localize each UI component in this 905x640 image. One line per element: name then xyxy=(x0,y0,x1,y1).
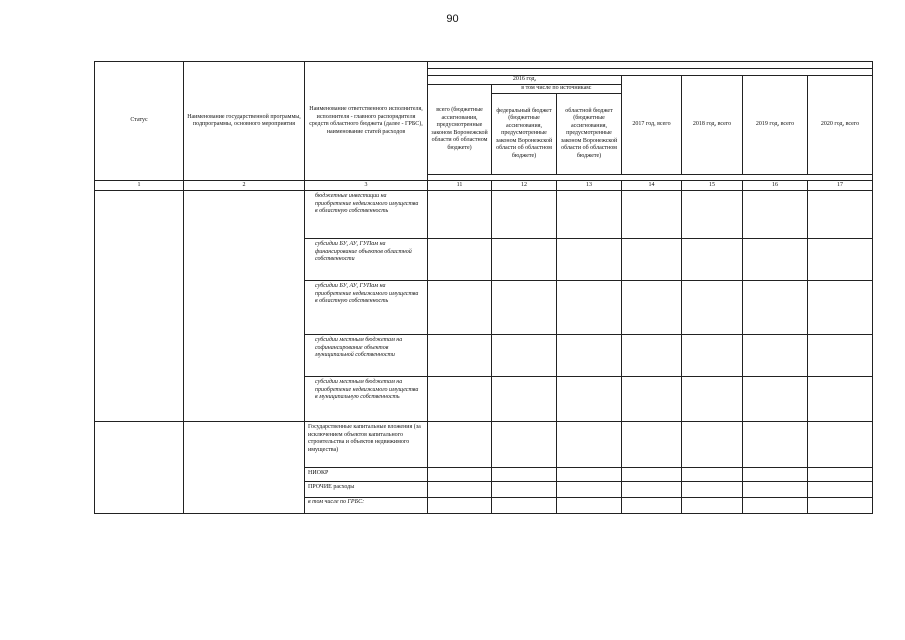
value-cell xyxy=(622,377,682,422)
header-strip-cell xyxy=(428,62,873,69)
value-cell xyxy=(808,422,873,468)
value-cell xyxy=(428,239,492,281)
value-cell xyxy=(492,468,557,482)
header-status: Статус xyxy=(95,62,184,181)
column-numbers-row xyxy=(95,181,873,191)
status-cell xyxy=(95,422,184,514)
header-2017: 2017 год, всего xyxy=(622,76,682,175)
status-cell xyxy=(95,191,184,422)
value-cell xyxy=(622,422,682,468)
row-label: субсидии БУ, АУ, ГУПам на финансирование объектов областной собственности xyxy=(305,239,428,281)
value-cell xyxy=(743,239,808,281)
value-cell xyxy=(557,191,622,239)
colnum-11: 11 xyxy=(428,181,492,191)
budget-table xyxy=(94,61,873,514)
value-cell xyxy=(682,191,743,239)
header-strip-cell-2 xyxy=(428,69,873,76)
colnum-13: 13 xyxy=(557,181,622,191)
value-cell xyxy=(808,239,873,281)
colnum-15: 15 xyxy=(682,181,743,191)
value-cell xyxy=(428,498,492,514)
value-cell xyxy=(492,191,557,239)
value-cell xyxy=(622,468,682,482)
value-cell xyxy=(743,422,808,468)
row-label: Государственные капитальные вложения (за исключением объектов капитального строительства и объектов недвижимого имущества) xyxy=(305,422,428,468)
table-row xyxy=(95,191,873,239)
program-cell xyxy=(184,191,305,422)
value-cell xyxy=(492,498,557,514)
value-cell xyxy=(622,498,682,514)
value-cell xyxy=(492,377,557,422)
value-cell xyxy=(428,281,492,335)
colnum-17: 17 xyxy=(808,181,873,191)
value-cell xyxy=(557,482,622,498)
header-federal-budget: федеральный бюджет (бюджетные ассигнования, предусмотренные законом Воронежской области об областном бюджете) xyxy=(492,94,557,175)
value-cell xyxy=(682,335,743,377)
value-cell xyxy=(492,335,557,377)
value-cell xyxy=(743,281,808,335)
table-row xyxy=(95,422,873,468)
value-cell xyxy=(428,335,492,377)
row-label: субсидии местным бюджетам на софинансирование объектов муниципальной собственности xyxy=(305,335,428,377)
value-cell xyxy=(808,377,873,422)
value-cell xyxy=(682,239,743,281)
header-2019: 2019 год, всего xyxy=(743,76,808,175)
header-2018: 2018 год, всего xyxy=(682,76,743,175)
row-label: субсидии БУ, АУ, ГУПам на приобретение недвижимого имущества в областную собственность xyxy=(305,281,428,335)
colnum-12: 12 xyxy=(492,181,557,191)
value-cell xyxy=(622,281,682,335)
header-2020: 2020 год, всего xyxy=(808,76,873,175)
value-cell xyxy=(682,281,743,335)
value-cell xyxy=(428,377,492,422)
value-cell xyxy=(808,498,873,514)
value-cell xyxy=(808,281,873,335)
value-cell xyxy=(682,468,743,482)
colnum-14: 14 xyxy=(622,181,682,191)
value-cell xyxy=(743,482,808,498)
header-executor: Наименование ответственного исполнителя, исполнителя - главного распорядителя средств областного бюджета (далее - ГРБС), наименование статей расходов xyxy=(305,62,428,181)
value-cell xyxy=(557,468,622,482)
value-cell xyxy=(743,191,808,239)
value-cell xyxy=(622,239,682,281)
header-total-budget: всего (бюджетные ассигнования, предусмотренные законом Воронежской области об областном бюджете) xyxy=(428,85,492,175)
value-cell xyxy=(808,335,873,377)
colnum-16: 16 xyxy=(743,181,808,191)
header-year-2016: 2016 год, xyxy=(428,76,622,85)
value-cell xyxy=(492,281,557,335)
value-cell xyxy=(808,468,873,482)
value-cell xyxy=(682,498,743,514)
program-cell xyxy=(184,422,305,514)
value-cell xyxy=(492,239,557,281)
page-number: 90 xyxy=(446,13,459,25)
header-strip-1 xyxy=(95,62,873,69)
value-cell xyxy=(557,239,622,281)
value-cell xyxy=(428,468,492,482)
value-cell xyxy=(743,335,808,377)
row-label: в том числе по ГРБС: xyxy=(305,498,428,514)
value-cell xyxy=(622,191,682,239)
value-cell xyxy=(557,377,622,422)
value-cell xyxy=(428,482,492,498)
value-cell xyxy=(557,335,622,377)
value-cell xyxy=(743,468,808,482)
header-incl-sources: в том числе по источникам: xyxy=(492,85,622,94)
row-label: субсидии местным бюджетам на приобретение недвижимого имущества в муниципальную собственность xyxy=(305,377,428,422)
value-cell xyxy=(682,482,743,498)
header-program-name: Наименование государственной программы, подпрограммы, основного мероприятия xyxy=(184,62,305,181)
value-cell xyxy=(622,335,682,377)
row-label: бюджетные инвестиции на приобретение недвижимого имущества в областную собственность xyxy=(305,191,428,239)
value-cell xyxy=(428,191,492,239)
value-cell xyxy=(492,422,557,468)
colnum-1: 1 xyxy=(95,181,184,191)
value-cell xyxy=(808,482,873,498)
colnum-3: 3 xyxy=(305,181,428,191)
value-cell xyxy=(557,281,622,335)
value-cell xyxy=(808,191,873,239)
value-cell xyxy=(743,498,808,514)
value-cell xyxy=(492,482,557,498)
value-cell xyxy=(557,422,622,468)
value-cell xyxy=(622,482,682,498)
value-cell xyxy=(682,422,743,468)
row-label: ПРОЧИЕ расходы xyxy=(305,482,428,498)
value-cell xyxy=(682,377,743,422)
header-regional-budget: областной бюджет (бюджетные ассигнования, предусмотренные законом Воронежской области об областном бюджете) xyxy=(557,94,622,175)
row-label: НИОКР xyxy=(305,468,428,482)
colnum-2: 2 xyxy=(184,181,305,191)
value-cell xyxy=(743,377,808,422)
value-cell xyxy=(428,422,492,468)
value-cell xyxy=(557,498,622,514)
